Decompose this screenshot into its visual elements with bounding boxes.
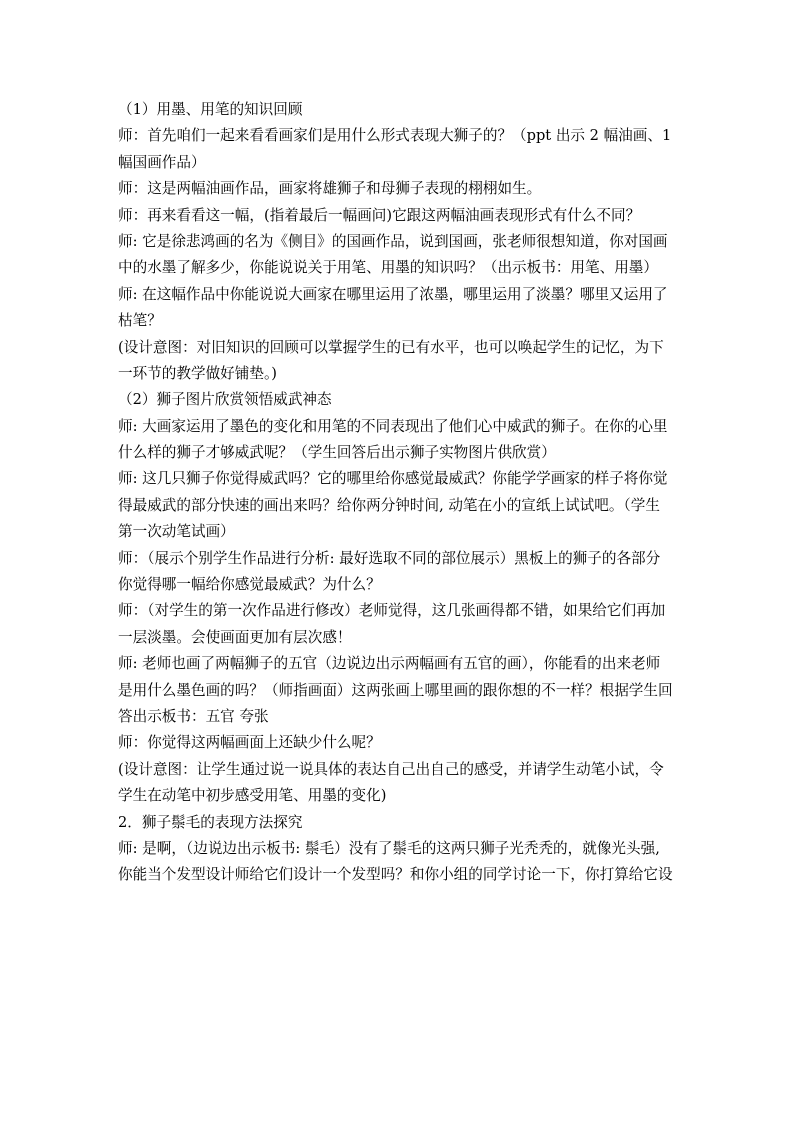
text-line: 是用什么墨色画的吗？（师指画面）这两张画上哪里画的跟你想的不一样？根据学生回 (118, 681, 673, 699)
text-line: 得最威武的部分快速的画出来吗？给你两分钟时间, 动笔在小的宣纸上试试吧。（学生 (118, 496, 660, 514)
text-line: 师：再来看看这一幅，(指着最后一幅画问)它跟这两幅油画表现形式有什么不同？ (118, 206, 641, 224)
text-line: 师：首先咱们一起来看看画家们是用什么形式表现大狮子的？（ppt 出示 2 幅油画、1 (118, 127, 672, 145)
text-line: 你觉得哪一幅给你感觉最威武？为什么？ (118, 576, 381, 594)
text-line: 师：这是两幅油画作品，画家将雄狮子和母狮子表现的栩栩如生。 (118, 180, 542, 198)
document-body (118, 97, 684, 889)
text-line: 2．狮子鬃毛的表现方法探究 (118, 813, 303, 831)
text-line: 一层淡墨。会使画面更加有层次感！ (118, 628, 352, 646)
text-line: 什么样的狮子才够威武呢？（学生回答后出示狮子实物图片供欣赏） (118, 444, 556, 462)
text-line: 答出示板书：五官 夸张 (118, 707, 269, 725)
text-line: 你能当个发型设计师给它们设计一个发型吗？和你小组的同学讨论一下，你打算给它设 (118, 866, 673, 884)
text-line: （1）用墨、用笔的知识回顾 (118, 101, 303, 118)
text-line: 师：你觉得这两幅画面上还缺少什么呢？ (118, 734, 381, 752)
text-line: (设计意图：让学生通过说一说具体的表达自己出自己的感受，并请学生动笔小试，令 (118, 760, 664, 778)
text-line: (设计意图：对旧知识的回顾可以掌握学生的已有水平，也可以唤起学生的记忆，为下 (118, 338, 664, 356)
text-line: （2）狮子图片欣赏领悟威武神态 (118, 391, 332, 409)
text-line: 师: 这几只狮子你觉得威武吗？它的哪里给你感觉最威武？你能学学画家的样子将你觉 (118, 470, 668, 488)
text-line: 第一次动笔试画） (118, 523, 235, 541)
text-line: 中的水墨了解多少，你能说说关于用笔、用墨的知识吗？（出示板书：用笔、用墨） (118, 259, 658, 277)
text-line: 幅国画作品） (118, 153, 206, 171)
text-line: 师: 在这幅作品中你能说说大画家在哪里运用了浓墨，哪里运用了淡墨？哪里又运用了 (118, 285, 668, 303)
text-line: 枯笔？ (118, 312, 162, 330)
text-line: 学生在动笔中初步感受用笔、用墨的变化) (118, 787, 387, 805)
text-line: 师: 是啊，（边说边出示板书: 鬃毛）没有了鬃毛的这两只狮子光秃秃的，就像光头强, (118, 839, 660, 857)
text-line: 一环节的教学做好铺垫。) (118, 364, 277, 382)
text-line: 师：（对学生的第一次作品进行修改）老师觉得，这几张画得都不错，如果给它们再加 (118, 602, 666, 620)
text-line: 师：（展示个别学生作品进行分析: 最好选取不同的部位展示）黑板上的狮子的各部分 (118, 549, 661, 567)
text-line: 师: 它是徐悲鸿画的名为《侧目》的国画作品，说到国画，张老师很想知道，你对国画 (118, 232, 668, 250)
text-line: 师: 老师也画了两幅狮子的五官（边说边出示两幅画有五官的画），你能看的出来老师 (118, 655, 661, 673)
text-line: 师: 大画家运用了墨色的变化和用笔的不同表现出了他们心中威武的狮子。在你的心里 (118, 417, 668, 435)
